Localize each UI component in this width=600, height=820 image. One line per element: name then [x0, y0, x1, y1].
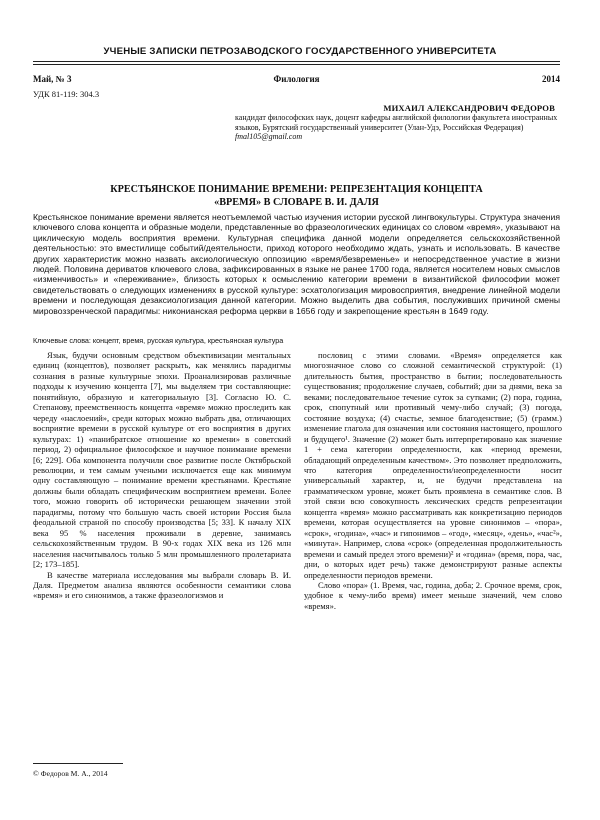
article-title [33, 183, 560, 209]
body-paragraph: Язык, будучи основным средством объективизации ментальных единиц (концептов), позволяет раскрыть, как менялись парадигмы сознания в разные культурные эпохи. Проанализировав различные подходы к изучению концепта [7], мы выделяем три составляющие: понятийную, образную и категориальную [3]. Согласно Ю. С. Степанову, преемственность концепта «время» можно проследить как череду «наслоений», среди которых можно выбрать два, отличающих восприятие времени в русской культуре от его восприятия в других культурах: 1) «панибратское отношение ко времени» в советский период, 2) официальное философское и научное понимание времени [6; 229]. Оба компонента получили свое развитие после Октябрьской революции, и тем самым учеными исключается еще как минимум одну составляющую – понимание времени крестьянами. Крестьяне должны были обладать специфическим восприятием времени. Более того, можно говорить об исторически решающем значении этой парадигмы, потому что большую часть своей истории Россия была феодальной страной по способу производства [5; 33]. К началу XIX века 95 % населения проживали в деревне, занимаясь сельскохозяйственным трудом. В 90-х годах XIX века из 126 млн населения насчитывалось только 5 млн промышленного пролетариата [2; 173–185]. [33, 350, 291, 570]
issue-number: Май, № 3 [33, 74, 72, 84]
author-affiliation: кандидат философских наук, доцент кафедры английской филологии факультета иностранных языков, Бурятский государственный университет (Улан-Удэ, Российская Федерация) [235, 113, 558, 132]
section-name: Филология [273, 74, 320, 84]
issue-row [33, 74, 560, 86]
issue-year: 2014 [542, 74, 560, 84]
author-name: МИХАИЛ АЛЕКСАНДРОВИЧ ФЕДОРОВ [383, 103, 555, 113]
body-column-left [33, 350, 291, 601]
author-email[interactable]: fmal105@gmail.com [235, 132, 303, 142]
article-title-line: КРЕСТЬЯНСКОЕ ПОНИМАНИЕ ВРЕМЕНИ: РЕПРЕЗЕНТАЦИЯ КОНЦЕПТА [110, 184, 483, 195]
keywords: Ключевые слова: концепт, время, русская культура, крестьянская культура [33, 336, 284, 345]
header-rule [33, 64, 560, 65]
abstract: Крестьянское понимание времени является неотъемлемой частью изучения истории русской лингвокультуры. Структура значения ключевого слова концепта и образные модели, представленные во фразеологических единицах со словом «время», указывают на циклическую модель восприятия времени. Культурная специфика данной модели определяется сельскохозяйственной деятельностью: это вместилище событий/деятельности, приход которого необходимо ждать, узнать и использовать. В качестве других характеристик можно назвать аксиологическую оппозицию «время/безвременье» и непосредственное участие в жизни людей. Половина дериватов ключевого слова, зафиксированных в языке не ранее 1700 года, является носителем новых смыслов «изменчивость» и «переживание», близость которых к осмыслению категории времени в византийской философии может свидетельствовать о следующих изменениях в русской культуре: эсхатологизация мировосприятия, внедрение линейной модели времени и последующая дезаксиологизация данной категории. Можно выделить два события, послуживших причиной смены мировоззренческой парадигмы: никонианская реформа церкви в 1656 году и закрепощение крестьян в 1649 году. [33, 212, 560, 316]
header-rule [33, 61, 560, 62]
body-paragraph: пословиц с этими словами. «Время» определяется как многозначное слово со сложной семантической структурой: (1) длительность бытия, пространство в бытии; последовательность существования; продолжение случаев, событий; дни за днями, века за веками; последовательное течение суток за сутками; (2) пора, година, срок, спопутный или противный чему-либо случай; (3) погода, состояние воздуха; (4) счастье, земное благоденствие; (5) (грамм.) изменение глагола для означения или состояния настоящего, прошлого и будущего¹. Значение (2) может быть интерпретировано как значение 1 + сема категории определенности, как «период времени, обладающий определенным качеством». Это позволяет предположить, что категория определенности/неопределенности носит универсальный характер, и, не будучи представлена на грамматическом уровне, может быть проявлена в семантике слов. В этой связи всю совокупность лексических средств репрезентации концепта «время» можно рассматривать как конкретизацию периодов времени, которая осуществляется на уровне синонимов – «пора», «срок», «година», «час» и гипонимов – «год», «месяц», «день», «час²», «минута». Например, слова «срок» (определенная продолжительность времени и самый предел этого времени)² и «година» (время, пора, час, дни, о которых идет речь) также демонстрируют разные аспекты определенности периодов времени. [304, 350, 562, 580]
body-paragraph: В качестве материала исследования мы выбрали словарь В. И. Даля. Предметом анализа являются особенности семантики слова «время» и его синонимов, а также фразеологизмов и [33, 569, 291, 601]
journal-title: УЧЕНЫЕ ЗАПИСКИ ПЕТРОЗАВОДСКОГО ГОСУДАРСТВЕННОГО УНИВЕРСИТЕТА [103, 46, 497, 57]
copyright: © Федоров М. А., 2014 [33, 769, 108, 778]
article-title-line: «ВРЕМЯ» В СЛОВАРЕ В. И. ДАЛЯ [214, 197, 379, 208]
body-paragraph: Слово «пора» (1. Время, час, година, доба; 2. Срочное время, срок, удобное к чему-либо время) имеет меньше значений, чем слово «время». [304, 579, 562, 611]
body-column-right [304, 350, 562, 611]
footer-rule [33, 763, 123, 764]
udc-code: УДК 81-119: 304.3 [33, 89, 100, 99]
author-block [235, 103, 560, 142]
